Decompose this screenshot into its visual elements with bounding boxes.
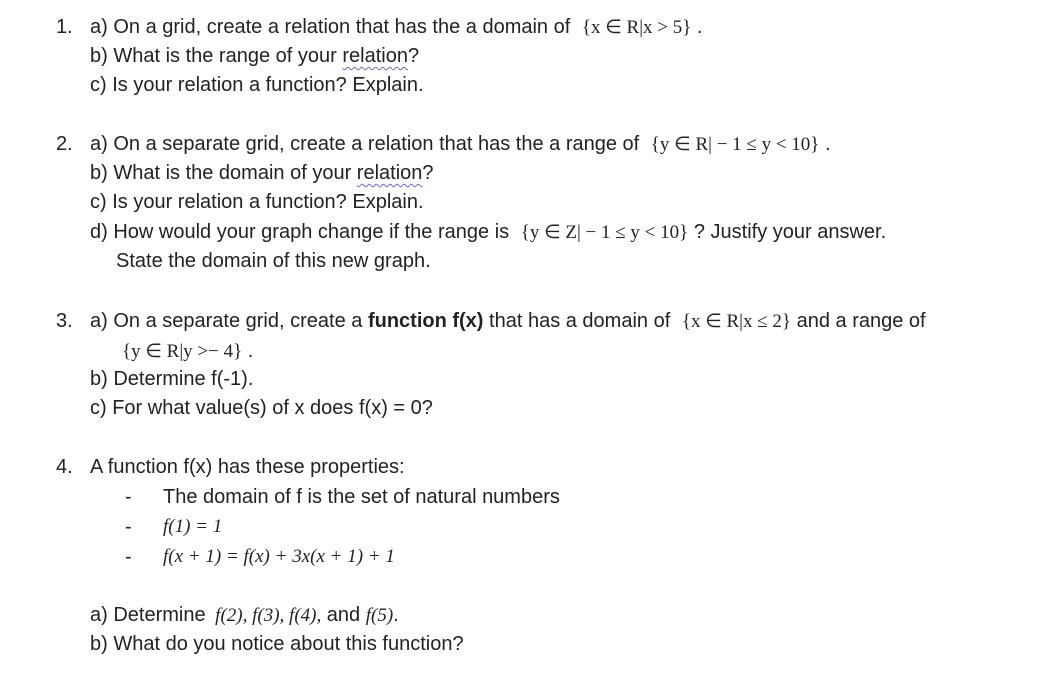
q2-d-text: d) How would your graph change if the range is bbox=[90, 221, 510, 243]
q4-a-text: a) Determine bbox=[90, 604, 206, 626]
q1-a-period: . bbox=[696, 16, 703, 38]
q2-b-qmark: ? bbox=[422, 162, 434, 184]
question-4-number: 4. bbox=[56, 456, 73, 478]
q4-a-values: f(2), f(3), f(4), bbox=[215, 605, 322, 626]
q3-part-a bbox=[90, 309, 926, 334]
question-1-number: 1. bbox=[56, 16, 73, 38]
q3-part-c: c) For what value(s) of x does f(x) = 0? bbox=[90, 397, 433, 419]
q1-a-text: a) On a grid, create a relation that has the a domain of bbox=[90, 16, 571, 38]
q2-d-justify: ? Justify your answer. bbox=[693, 221, 887, 243]
q1-part-b bbox=[90, 44, 419, 68]
q4-part-b: b) What do you notice about this function? bbox=[90, 633, 464, 655]
q2-a-period: . bbox=[824, 133, 831, 155]
q1-b-text: b) What is the range of your bbox=[90, 45, 337, 67]
q4-bullet-domain: The domain of f is the set of natural numbers bbox=[163, 486, 560, 508]
q2-b-text: b) What is the domain of your bbox=[90, 162, 352, 184]
q2-d-range: {y ∈ Z| − 1 ≤ y < 10} bbox=[520, 222, 689, 243]
q3-a-range: {y ∈ R|y >− 4} bbox=[122, 341, 243, 362]
question-2-number: 2. bbox=[56, 133, 73, 155]
q4-a-and: and bbox=[326, 604, 361, 626]
q3-a-period: . bbox=[247, 340, 254, 362]
q1-a-domain: {x ∈ R|x > 5} bbox=[581, 17, 692, 38]
bullet-dash: - bbox=[125, 546, 132, 568]
q3-a-domain: {x ∈ R|x ≤ 2} bbox=[681, 311, 792, 332]
q3-a-text: a) On a separate grid, create a bbox=[90, 310, 363, 332]
bullet-dash: - bbox=[125, 486, 132, 508]
bullet-dash: - bbox=[125, 516, 132, 538]
q4-bullet-recurrence: f(x + 1) = f(x) + 3x(x + 1) + 1 bbox=[163, 546, 395, 567]
q3-a-post: and a range of bbox=[796, 310, 926, 332]
q3-a-bold-function: function f(x) bbox=[367, 310, 484, 332]
q1-part-a bbox=[90, 15, 702, 40]
q1-b-qmark: ? bbox=[407, 45, 420, 67]
q2-part-d-line2: State the domain of this new graph. bbox=[116, 250, 431, 272]
q2-part-d bbox=[90, 220, 886, 245]
q4-bullet-f1: f(1) = 1 bbox=[163, 516, 223, 537]
q2-a-range: {y ∈ R| − 1 ≤ y < 10} bbox=[650, 134, 820, 155]
q4-a-f5: f(5) bbox=[365, 605, 394, 626]
q2-part-b bbox=[90, 161, 434, 185]
q1-part-c: c) Is your relation a function? Explain. bbox=[90, 74, 424, 96]
q3-part-b: b) Determine f(-1). bbox=[90, 368, 254, 390]
q2-a-text: a) On a separate grid, create a relation that has the a range of bbox=[90, 133, 640, 155]
q3-part-a-line2 bbox=[122, 339, 253, 364]
q4-a-period: . bbox=[393, 604, 399, 626]
q1-b-spellcheck-word: relation bbox=[342, 45, 408, 67]
q2-b-spellcheck-word: relation bbox=[356, 162, 423, 184]
q2-part-a bbox=[90, 132, 831, 157]
question-3-number: 3. bbox=[56, 310, 73, 332]
q4-part-a bbox=[90, 603, 399, 628]
q4-intro: A function f(x) has these properties: bbox=[90, 456, 405, 478]
q2-part-c: c) Is your relation a function? Explain. bbox=[90, 191, 424, 213]
q3-a-mid: that has a domain of bbox=[489, 310, 671, 332]
